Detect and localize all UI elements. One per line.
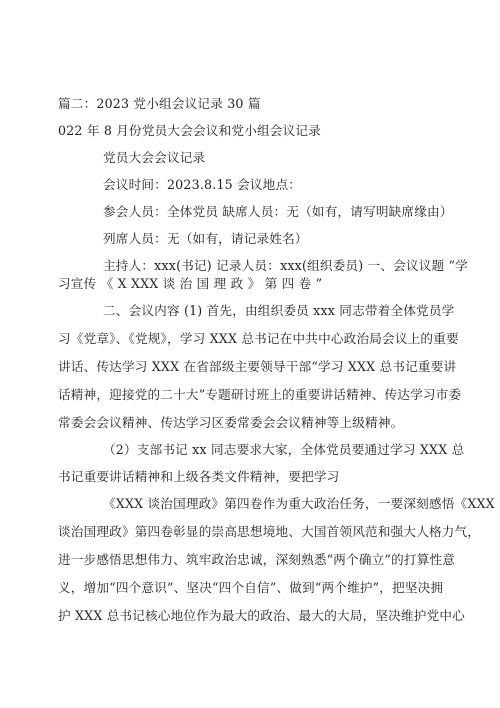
- paragraph-line: 习宣传 《 X XXX 谈 治 国 理 政 》 第 四 卷 ”: [58, 276, 323, 291]
- paragraph-line: 护 XXX 总书记核心地位作为最大的政治、最大的大局，坚决维护党中心: [58, 608, 465, 623]
- paragraph-line: 义，增加“四个意识”、坚决“四个自信”、做到“两个维护”，把坚决拥: [58, 580, 444, 595]
- paragraph-line: 习《党章》、《党规》，学习 XXX 总书记在中共中心政治局会议上的重要: [58, 331, 459, 346]
- observers-line: 列席人员：无（如有，请记录姓名）: [103, 231, 308, 246]
- section-title: 党员大会会议记录: [103, 150, 206, 165]
- paragraph-line: 《XXX 谈治国理政》第四卷作为重大政治任务，一要深刻感悟《XXX: [103, 496, 495, 511]
- paragraph-line: 书记重要讲话精神和上级各类文件精神，要把学习: [58, 469, 340, 484]
- paragraph-line: 主持人：xxx(书记) 记录人员：xxx(组织委员) 一、会议议题 “学: [103, 258, 468, 273]
- document-subheading: 022 年 8 月份党员大会会议和党小组会议记录: [58, 123, 321, 138]
- meeting-time: 会议时间：2023.8.15 会议地点：: [103, 177, 302, 192]
- paragraph-line: 讲话、传达学习 XXX 在省部级主要领导干部“学习 XXX 总书记重要讲: [58, 359, 457, 374]
- paragraph-line: 常委会会议精神、传达学习区委常委会会议精神等上级精神。: [58, 415, 404, 430]
- paragraph-line: 二、会议内容 (1) 首先，由组织委员 xxx 同志带着全体党员学: [103, 303, 455, 318]
- paragraph-line: 话精神，迎接党的二十大”专题研讨班上的重要讲话精神、传达学习市委: [58, 387, 462, 402]
- paragraph-line: 谈治国理政》第四卷彰显的崇高思想境地、大国首领风范和强大人格力气，: [58, 524, 481, 539]
- document-heading: 篇二：2023 党小组会议记录 30 篇: [58, 96, 261, 111]
- paragraph-line: 进一步感悟思想伟力、筑牢政治忠诚，深刻熟悉“两个确立”的打算性意: [58, 552, 456, 567]
- attendees-line: 参会人员：全体党员 缺席人员：无（如有，请写明缺席缘由）: [103, 204, 453, 219]
- paragraph-line: （2）支部书记 xx 同志要求大家，全体党员要通过学习 XXX 总: [103, 442, 465, 457]
